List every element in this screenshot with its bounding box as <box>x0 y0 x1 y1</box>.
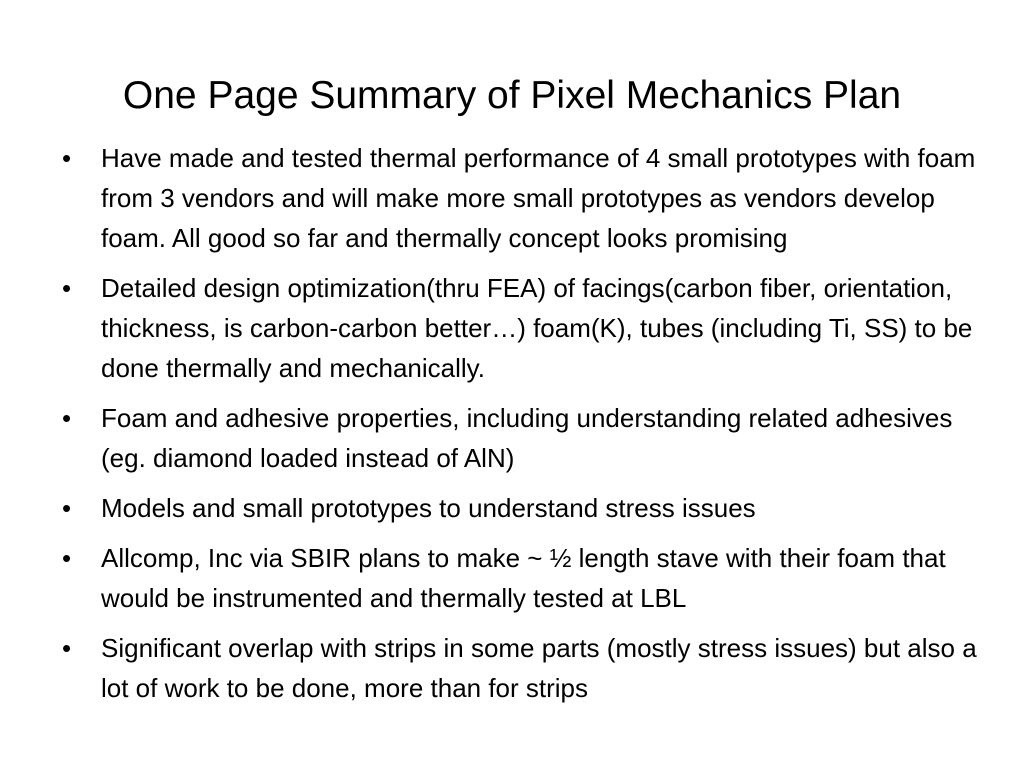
bullet-item <box>58 138 998 258</box>
bullet-text: Have made and tested thermal performance of 4 small prototypes with foam from 3 vendors and will make more small prototypes as vendors develop foam. All good so far and thermally concept looks promising <box>101 143 976 253</box>
bullet-item <box>58 268 998 388</box>
bullet-marker: • <box>62 633 72 663</box>
bullet-list <box>58 138 998 708</box>
bullet-marker: • <box>62 403 72 433</box>
bullet-text: Allcomp, Inc via SBIR plans to make ~ ½ length stave with their foam that would be instrumented and thermally tested at LBL <box>101 543 946 613</box>
bullet-item <box>58 538 998 618</box>
bullet-text: Foam and adhesive properties, including understanding related adhesives (eg. diamond loaded instead of AlN) <box>101 403 953 473</box>
bullet-marker: • <box>62 273 72 303</box>
bullet-marker: • <box>62 493 72 523</box>
bullet-item <box>58 398 998 478</box>
slide-title: One Page Summary of Pixel Mechanics Plan <box>122 74 902 117</box>
bullet-text: Models and small prototypes to understand stress issues <box>101 493 756 523</box>
bullet-marker: • <box>62 543 72 573</box>
bullet-item <box>58 628 998 708</box>
bullet-item <box>58 488 998 528</box>
bullet-marker: • <box>62 143 72 173</box>
bullet-text: Significant overlap with strips in some parts (mostly stress issues) but also a lot of work to be done, more than for strips <box>101 633 977 703</box>
bullet-text: Detailed design optimization(thru FEA) of facings(carbon fiber, orientation, thickness, is carbon-carbon better…) foam(K), tubes (including Ti, SS) to be done thermally and mechanically. <box>101 273 973 383</box>
